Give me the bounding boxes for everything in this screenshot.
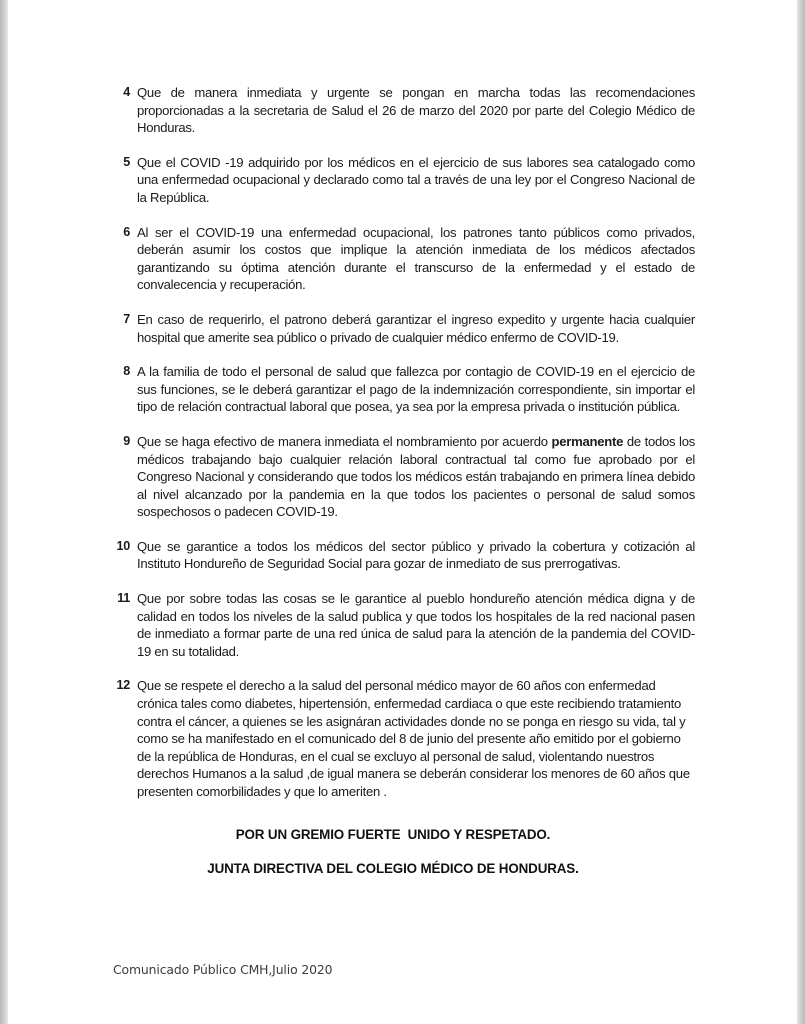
page-edge-shadow-left	[0, 0, 8, 1024]
clause-text-segment: Que se haga efectivo de manera inmediata el nombramiento por acuerdo	[137, 433, 552, 449]
numbered-clause-list	[113, 84, 695, 801]
clause-number: 12	[116, 678, 130, 693]
clause-item	[113, 590, 695, 660]
clause-number: 7	[123, 311, 130, 326]
clause-item	[113, 538, 695, 573]
clause-item	[113, 677, 695, 800]
clause-emphasis: permanente	[551, 433, 624, 449]
clause-text: En caso de requerirlo, el patrono deberá garantizar el ingreso expedito y urgente hacia cualquier hospital que amerite sea público o privado de cualquier médico enfermo de COVID-19.	[137, 311, 695, 345]
clause-number: 8	[123, 364, 130, 379]
clause-number: 10	[116, 538, 130, 553]
page-edge-shadow-right	[797, 0, 805, 1024]
clause-item	[113, 311, 695, 346]
clause-number: 5	[123, 154, 130, 169]
clause-text: Que de manera inmediata y urgente se pongan en marcha todas las recomendaciones proporcionadas a la secretaria de Salud el 26 de marzo del 2020 por parte del Colegio Médico de Honduras.	[137, 85, 695, 136]
clause-text: Que por sobre todas las cosas se le garantice al pueblo hondureño atención médica digna y de calidad en todos los niveles de la salud publica y que todos los hospitales de la red nacional pasen de inmediato a formar parte de una red única de salud para la atención de la pandemia del COVID-19 en su totalidad.	[137, 591, 695, 659]
clause-text: Que se garantice a todos los médicos del sector público y privado la cobertura y cotización al Instituto Hondureño de Seguridad Social para gozar de inmediato de sus prerrogativas.	[137, 538, 695, 572]
clause-text: Que el COVID -19 adquirido por los médicos en el ejercicio de sus labores sea catalogado como una enfermedad ocupacional y declarado como tal a través de una ley por el Congreso Nacional de la República.	[137, 154, 695, 205]
clause-text: Que se respete el derecho a la salud del personal médico mayor de 60 años con enfermedad crónica tales como diabetes, hipertensión, enfermedad cardiaca o que este recibiendo tratamiento contra el cáncer, a quienes se les asignáran actividades donde no se ponga en riesgo su vida, tal y como se ha manifestado en el comunicado del 8 de junio del presente año emitido por el gobierno de la república de Honduras, en el cual se excluyo al personal de salud, violentando nuestros derechos Humanos a la salud ,de igual manera se deberán considerar los menores de 60 años que presenten comorbilidades y que lo ameriten .	[137, 678, 690, 799]
clause-number: 4	[123, 85, 130, 99]
clause-number: 11	[117, 591, 130, 606]
clause-item	[113, 84, 695, 137]
clause-item	[113, 224, 695, 294]
clause-text: A la familia de todo el personal de salud que fallezca por contagio de COVID-19 en el ejercicio de sus funciones, se le deberá garantizar el pago de la indemnización correspondiente, sin importar el tipo de relación contractual laboral que posea, ya sea por la empresa privada o institución pública.	[137, 364, 695, 415]
closing-slogan: POR UN GREMIO FUERTE UNIDO Y RESPETADO.	[235, 827, 551, 842]
clause-number: 6	[123, 224, 130, 239]
clause-text: Al ser el COVID-19 una enfermedad ocupacional, los patrones tanto públicos como privados, deberán asumir los costos que implique la atención inmediata de los médicos afectados garantizando su óptima atención durante el transcurso de la enfermedad y el estado de convalecencia y recuperación.	[137, 224, 695, 293]
footer-note: Comunicado Público CMH,Julio 2020	[113, 962, 333, 977]
clause-item	[113, 363, 695, 416]
clause-item	[113, 154, 695, 207]
closing-signature: JUNTA DIRECTIVA DEL COLEGIO MÉDICO DE HONDURAS.	[207, 861, 579, 876]
clause-text-segment: de todos los médicos trabajando bajo cualquier relación laboral contractual tal como fue aprobado por el Congreso Nacional y considerando que todos los médicos están trabajando en primera línea debido al nivel alcanzado por la pandemia en la que todos los pacientes o personal de salud somos sospechosos o padecen COVID-19.	[137, 433, 696, 520]
clause-number: 9	[123, 433, 130, 448]
closing-block	[113, 826, 673, 877]
clause-item	[113, 433, 695, 521]
document-body	[113, 84, 695, 801]
clause-text	[137, 434, 695, 519]
